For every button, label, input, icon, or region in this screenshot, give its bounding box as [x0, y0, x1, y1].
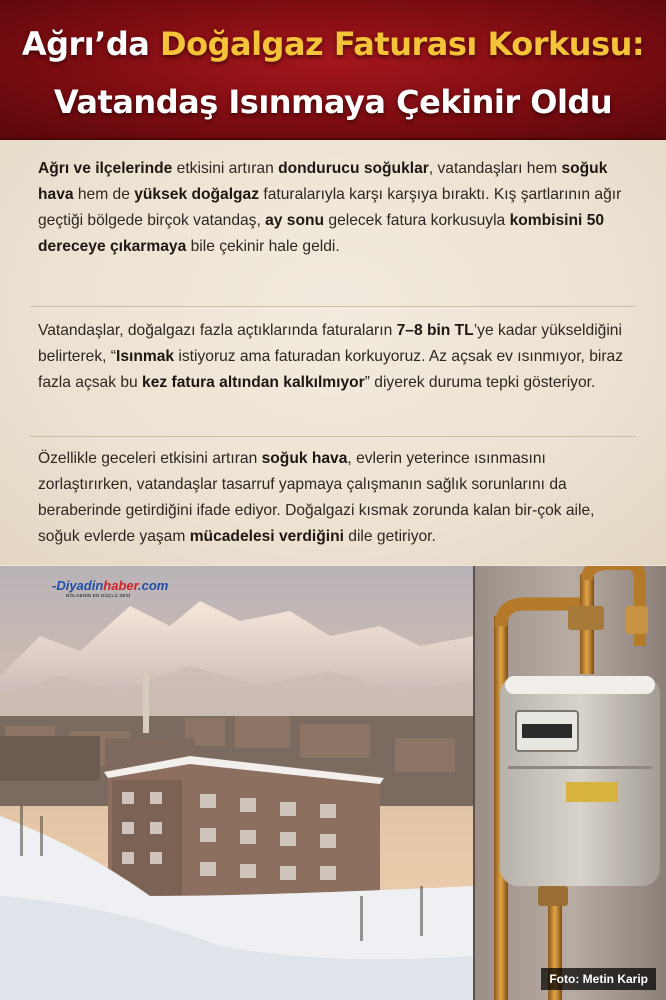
p3-text-1: Özellikle geceleri etkisini artıran	[38, 450, 262, 467]
paragraph-3	[38, 446, 624, 550]
logo-tagline: BÖLGENİN EN GÜÇLÜ SESİ	[66, 593, 131, 598]
photo-credit: Foto: Metin Karip	[541, 968, 656, 990]
divider-1	[30, 306, 636, 307]
p1-bold-2: dondurucu soğuklar	[278, 160, 429, 177]
photo-illustration	[0, 566, 666, 1000]
article-body	[0, 140, 666, 565]
p1-text-5: gelecek fatura korkusuyla	[324, 212, 510, 229]
p1-text-7: bile çekinir hale geldi.	[186, 238, 340, 255]
logo-text-1: -Diyadin	[52, 578, 104, 593]
p1-text-4: faturalarıyla karşı karşıya bıraktı. Kış şartlarının ağır geçtiği bölgede birçok vatandaş,	[38, 186, 622, 229]
p1-text-2: , vatandaşları hem	[428, 160, 562, 177]
headline-location: Ağrı’da	[21, 25, 161, 63]
headline-line-2: Vatandaş Isınmaya Çekinir Oldu	[53, 83, 613, 121]
news-photo	[0, 566, 666, 1000]
headline-line-1	[0, 22, 666, 66]
p3-text-2: , evlerin yeterince ısınmasını zorlaştırırken, vatandaşlar tasarruf yapmaya çalışmanın sağlık sorunlarını da beraberinde getirdiğini ifade ediyor. Doğalgazi kısmak zorunda kalan bir-çok aile, soğuk evlerde yaşam	[38, 450, 595, 545]
minaret	[143, 678, 149, 733]
p2-text-3: istiyoruz ama faturadan korkuyoruz. Az açsak ev ısınmıyor, biraz fazla açsak bu	[38, 348, 624, 391]
p2-text-1: Vatandaşlar, doğalgazı fazla açtıklarında faturaların	[38, 322, 397, 339]
p3-text-3: dile getiriyor.	[343, 528, 436, 545]
p1-bold-4: yüksek doğalgaz	[134, 186, 260, 203]
p1-bold-6: kombisini	[509, 212, 583, 229]
p2-bold-2: Isınmak	[116, 348, 175, 365]
p3-bold-1: soğuk hava	[261, 450, 348, 467]
p2-bold-1: 7–8 bin TL	[396, 322, 474, 339]
p2-bold-3: kez fatura altından kalkılmıyor	[142, 374, 365, 391]
paragraph-1	[38, 156, 624, 260]
divider-2	[30, 436, 636, 437]
p2-text-4: ” diyerek duruma tepki gösteriyor.	[364, 374, 596, 391]
site-logo	[52, 578, 168, 598]
p2-text-2: ’ye kadar yükseldiğini belirterek, “	[38, 322, 622, 365]
paragraph-2	[38, 318, 624, 396]
headline-banner	[0, 0, 666, 140]
logo-text-3: .com	[137, 578, 169, 593]
p1-text-1: etkisini artıran	[172, 160, 279, 177]
p1-bold-7: 50 dereceye çıkarmaya	[38, 212, 605, 255]
p1-text-3: hem de	[73, 186, 135, 203]
gas-meter	[500, 676, 660, 886]
p3-bold-2: mücadelesi verdiğini	[189, 528, 344, 545]
headline-highlight: Doğalgaz Faturası Korkusu:	[160, 25, 645, 63]
p1-bold-5: ay sonu	[265, 212, 325, 229]
logo-text-2: haber	[103, 578, 138, 593]
p1-bold-1: Ağrı ve ilçelerinde	[38, 160, 173, 177]
p1-bold-3: soğuk hava	[38, 160, 608, 203]
